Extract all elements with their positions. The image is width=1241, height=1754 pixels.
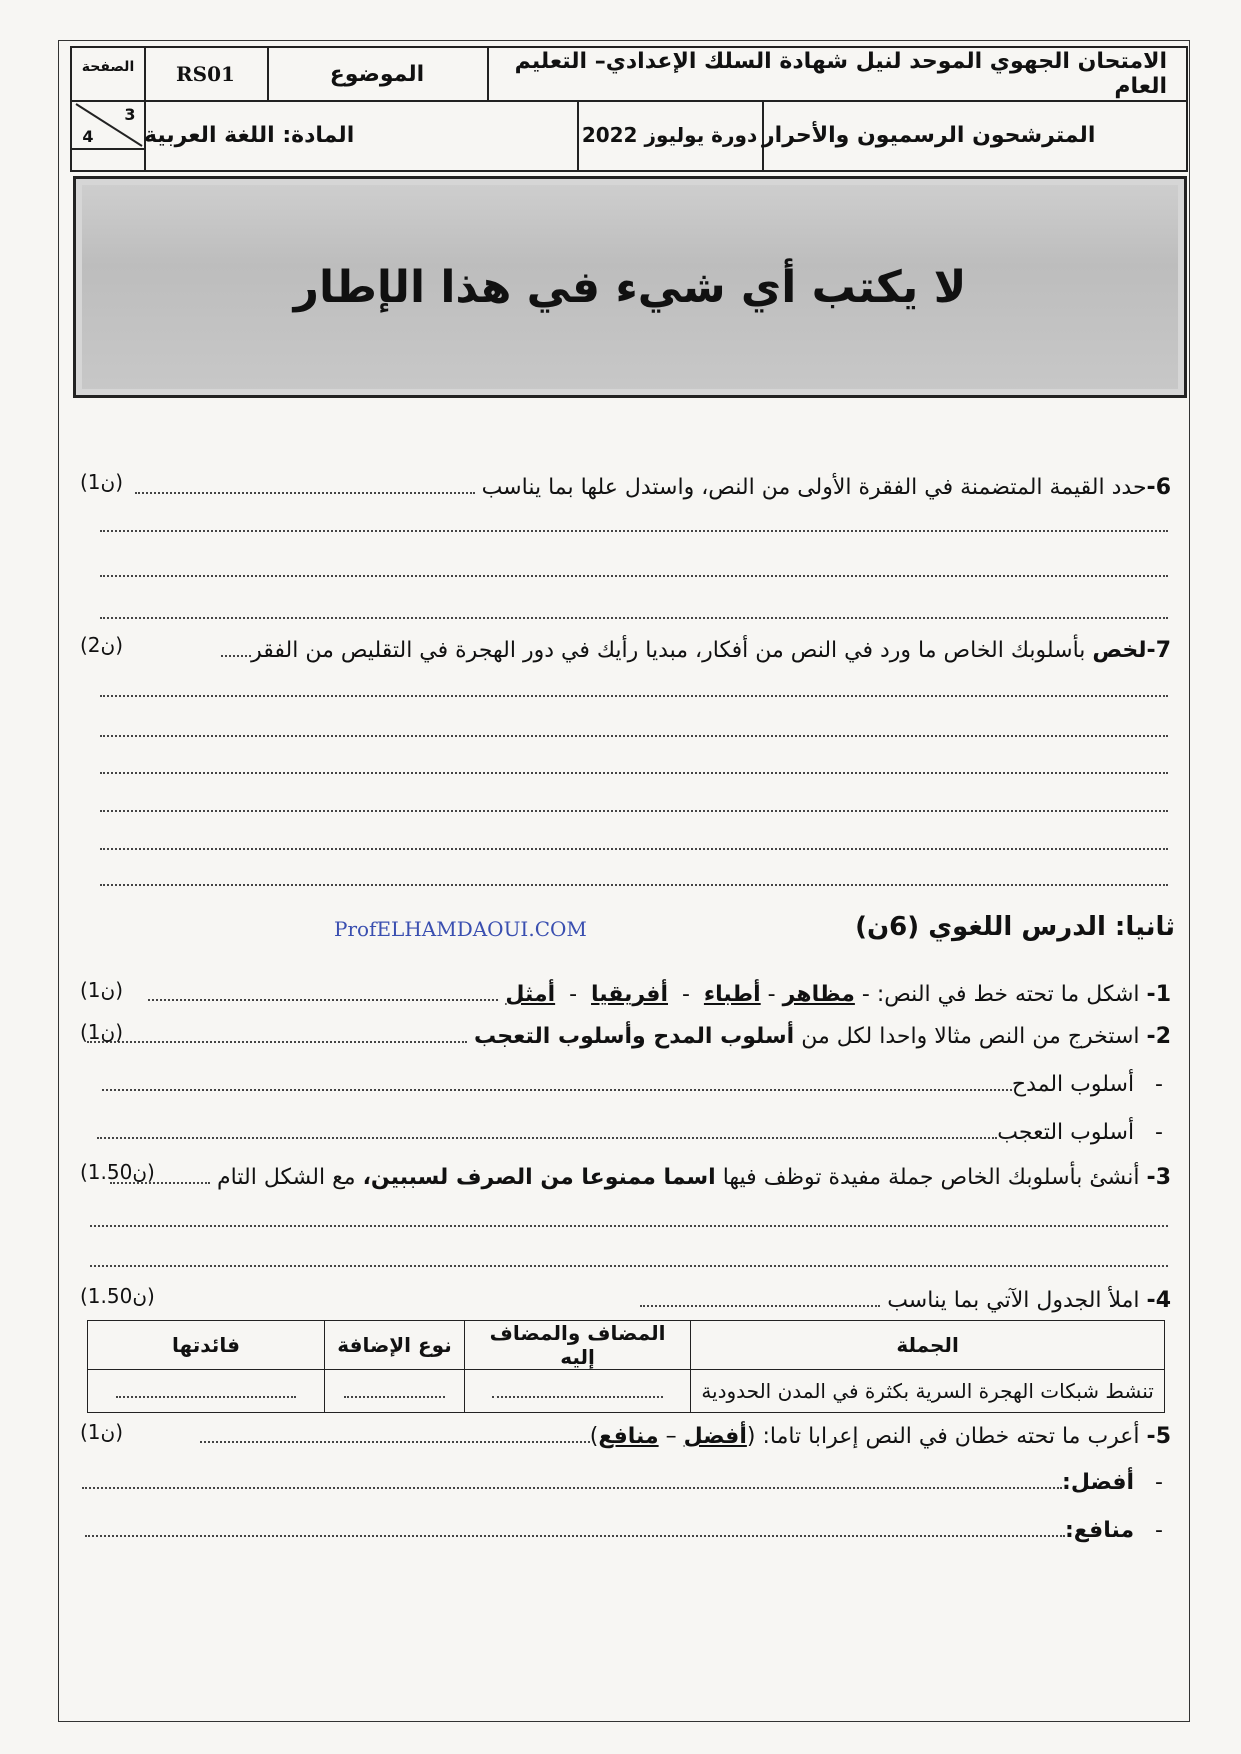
table-cell: تنشط شبكات الهجرة السرية بكثرة في المدن الحدودية — [691, 1370, 1165, 1413]
subject-label: الموضوع — [329, 61, 425, 87]
exam-session: دورة يوليوز 2022 — [581, 123, 758, 147]
table-cell-blank[interactable] — [464, 1370, 690, 1413]
page-current: 3 — [124, 104, 136, 124]
banner-text: لا يكتب أي شيء في هذا الإطار — [293, 261, 967, 313]
subject-name: المادة: اللغة العربية — [144, 122, 355, 148]
question-7-points: (2ن) — [80, 633, 124, 657]
question-7-text: بأسلوبك الخاص ما ورد في النص من أفكار، مبديا رأيك في دور الهجرة في التقليص من الفقر — [251, 638, 1086, 663]
double-underlined-word: أفضل — [683, 1424, 747, 1449]
answer-line[interactable] — [90, 1265, 1168, 1267]
col-header: نوع الإضافة — [324, 1321, 464, 1370]
q2-item: - أسلوب التعجب — [97, 1120, 1163, 1145]
exam-title: الامتحان الجهوي الموحد لنيل شهادة السلك الإعدادي– التعليم العام — [514, 49, 1167, 99]
answer-line[interactable] — [100, 810, 1168, 812]
question-6: 6-حدد القيمة المتضمنة في الفقرة الأولى من النص، واستدل علها بما يناسب — [135, 475, 1171, 500]
col-header: فائدتها — [88, 1321, 325, 1370]
answer-line[interactable] — [100, 772, 1168, 774]
candidates: المترشحون الرسميون والأحرار — [762, 122, 1096, 148]
no-write-banner — [73, 176, 1187, 398]
underlined-word: أطباء — [703, 982, 761, 1007]
answer-line[interactable] — [100, 575, 1168, 577]
section-2-title: ثانيا: الدرس اللغوي (6ن) — [855, 912, 1175, 942]
grammar-question-5: 5- أعرب ما تحته خطان في النص إعرابا تاما: (أفضل – منافع) — [200, 1424, 1171, 1449]
exam-header — [70, 46, 1188, 172]
table-cell-blank[interactable] — [88, 1370, 325, 1413]
grammar-question-2: 2- استخرج من النص مثالا واحدا لكل من أسلوب المدح وأسلوب التعجب — [87, 1024, 1171, 1049]
underlined-word: أمثل — [505, 982, 556, 1007]
col-header: الجملة — [691, 1321, 1165, 1370]
answer-line[interactable] — [100, 735, 1168, 737]
watermark: ProfELHAMDAOUI.COM — [334, 917, 587, 941]
q2-item: - أسلوب المدح — [102, 1072, 1163, 1097]
grammar-question-1: 1- اشكل ما تحته خط في النص: - مظاهر - أطباء - أفريقيا - أمثل — [148, 982, 1171, 1007]
underlined-word: أفريقيا — [591, 982, 668, 1007]
answer-line[interactable] — [100, 848, 1168, 850]
question-6-text: حدد القيمة المتضمنة في الفقرة الأولى من النص، واستدل علها بما يناسب — [481, 475, 1147, 500]
exam-code: RS01 — [176, 62, 235, 86]
answer-line[interactable] — [90, 1225, 1168, 1227]
idafa-table — [87, 1320, 1165, 1413]
q5-item: - منافع: — [85, 1518, 1163, 1543]
page-label: الصفحة — [81, 59, 135, 75]
q2-points: (1ن) — [80, 1020, 124, 1044]
q3-points: (1.50ن) — [80, 1160, 155, 1184]
answer-line[interactable] — [100, 695, 1168, 697]
page-total: 4 — [82, 126, 94, 146]
answer-line[interactable] — [100, 617, 1168, 619]
table-cell-blank[interactable] — [324, 1370, 464, 1413]
q4-points: (1.50ن) — [80, 1284, 155, 1308]
q1-points: (1ن) — [80, 978, 124, 1002]
grammar-question-4: 4- املأ الجدول الآتي بما يناسب — [640, 1288, 1171, 1313]
q5-points: (1ن) — [80, 1420, 124, 1444]
q5-item: - أفضل: — [82, 1470, 1163, 1495]
double-underlined-word: منافع — [598, 1424, 659, 1449]
question-7: 7-لخص بأسلوبك الخاص ما ورد في النص من أفكار، مبديا رأيك في دور الهجرة في التقليص من الفقر — [221, 638, 1171, 663]
answer-line[interactable] — [100, 530, 1168, 532]
grammar-question-3: 3- أنشئ بأسلوبك الخاص جملة مفيدة توظف فيها اسما ممنوعا من الصرف لسببين، مع الشكل التام — [110, 1165, 1171, 1190]
underlined-word: مظاهر — [782, 982, 855, 1007]
answer-line[interactable] — [100, 884, 1168, 886]
question-6-points: (1ن) — [80, 470, 124, 494]
col-header: المضاف والمضاف إليه — [464, 1321, 690, 1370]
